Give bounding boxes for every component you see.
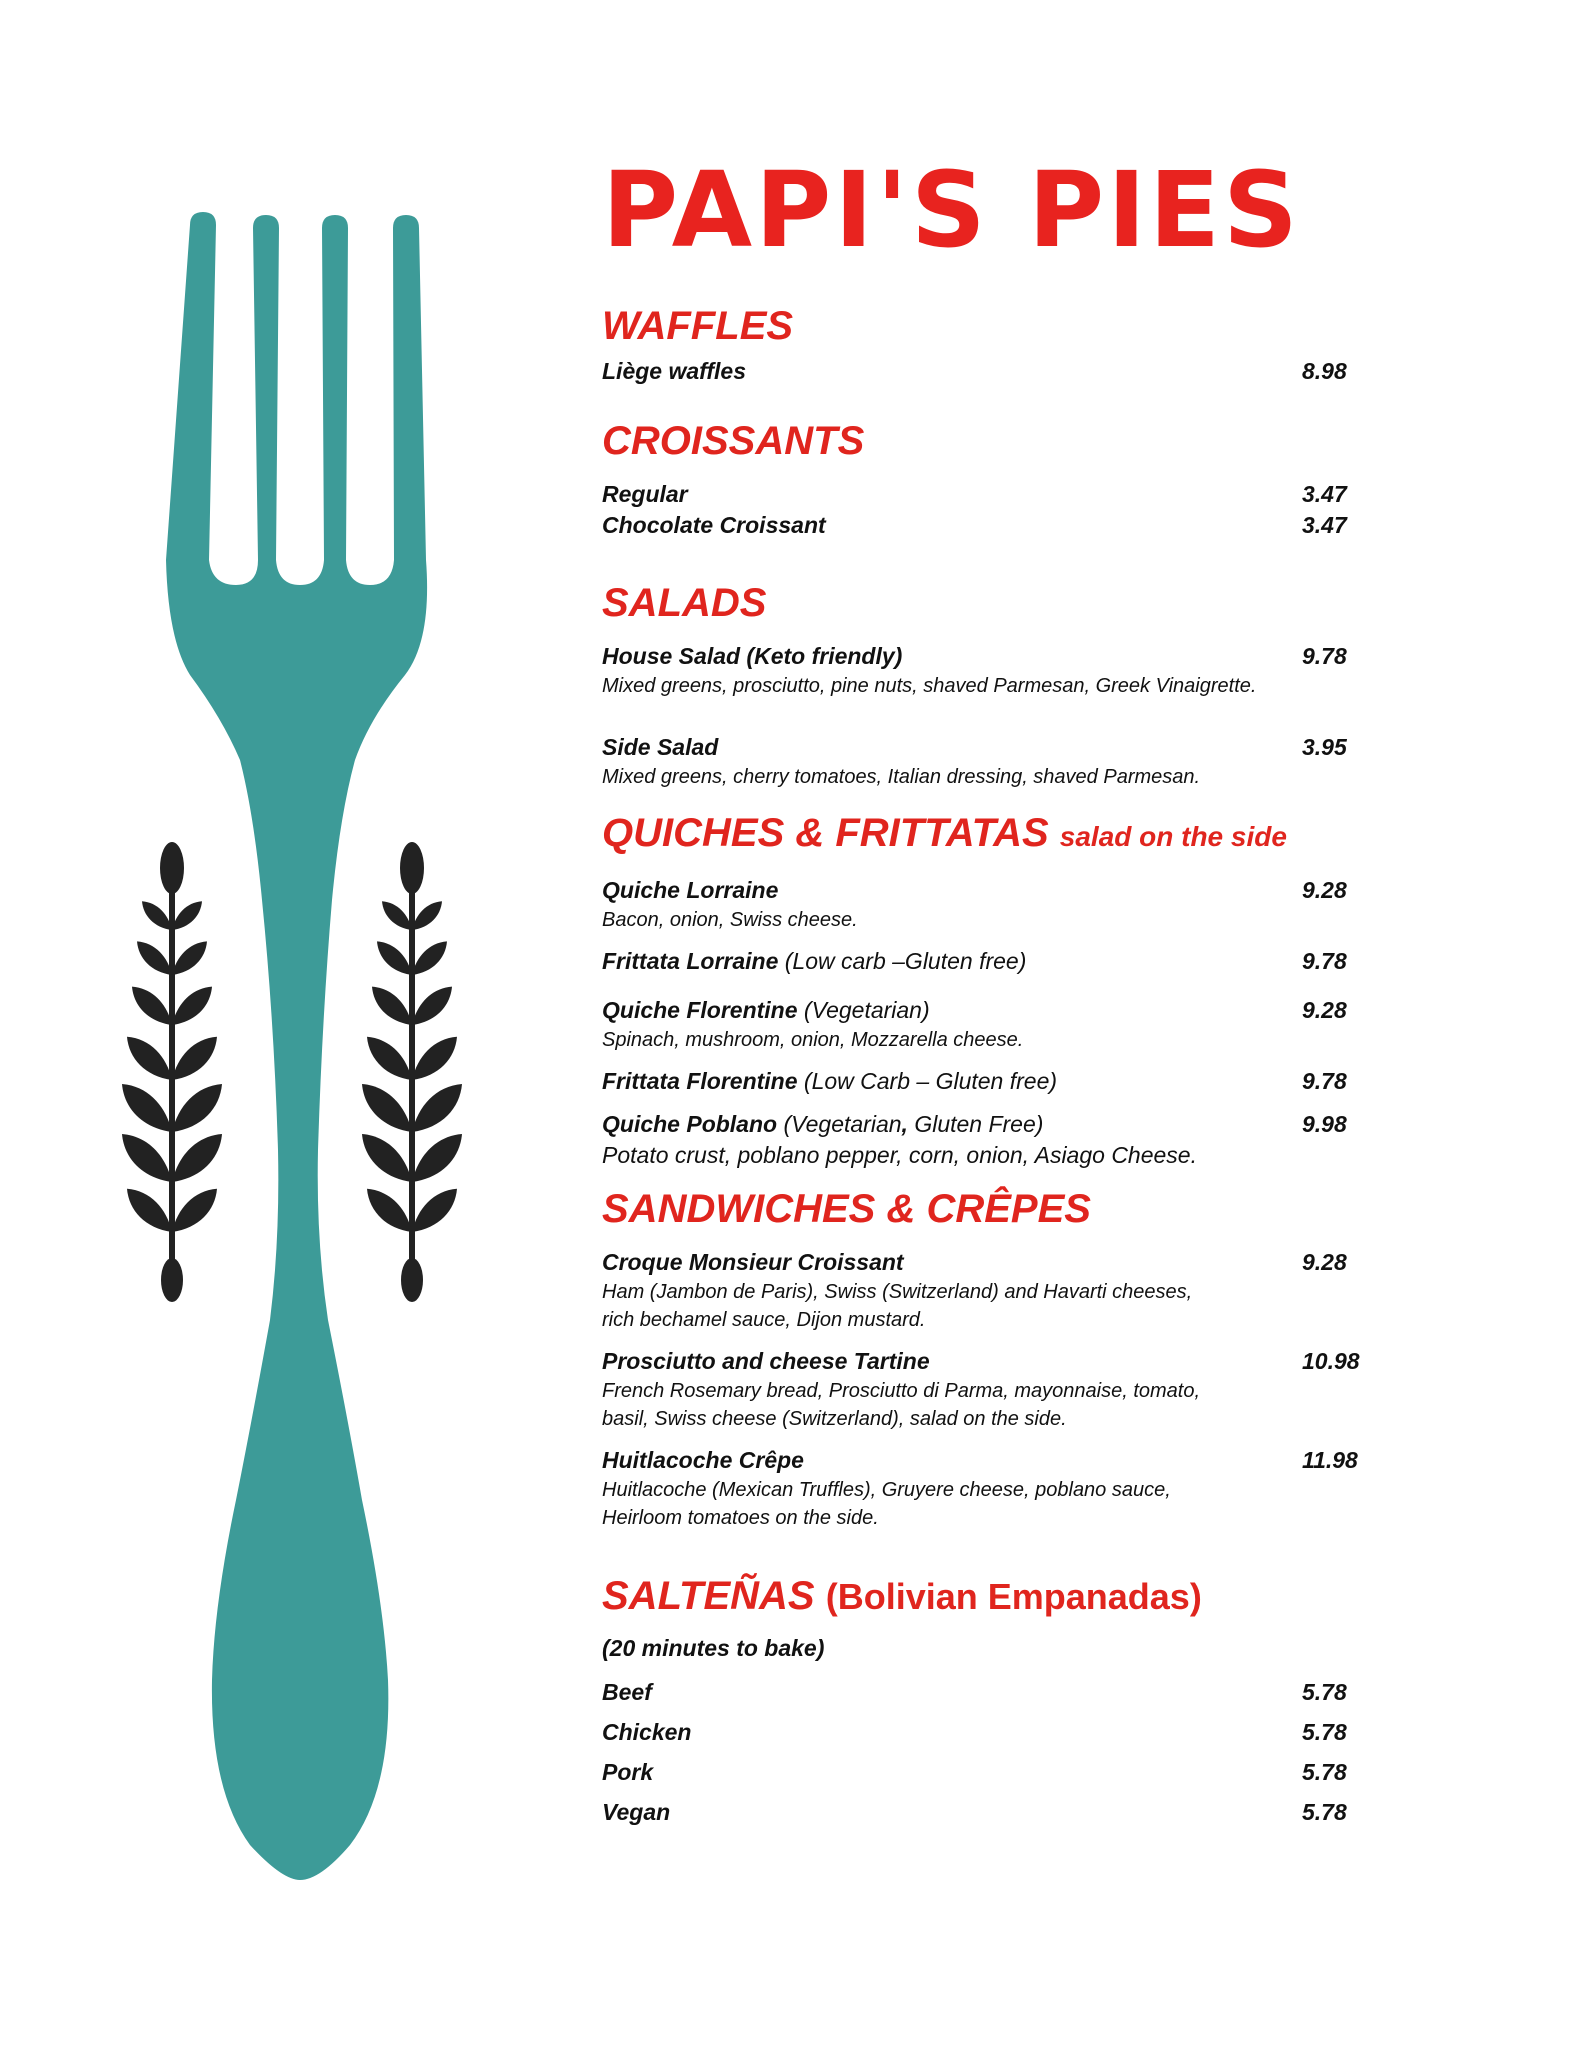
item-price: 3.95 xyxy=(1302,734,1347,760)
item-tags: (Vegetarian) xyxy=(803,997,930,1023)
item-tags: (Vegetarian xyxy=(783,1111,902,1137)
item-name: Side Salad xyxy=(602,734,719,760)
item-tags-separator: , xyxy=(901,1111,915,1137)
item-price: 3.47 xyxy=(1302,512,1347,538)
menu-item xyxy=(602,1712,1362,1752)
fork-illustration xyxy=(0,0,560,1900)
menu-content xyxy=(602,150,1362,1832)
item-description: basil, Swiss cheese (Switzerland), salad on the side. xyxy=(602,1408,1067,1430)
section-waffles xyxy=(602,302,1362,387)
menu-item xyxy=(602,479,1362,510)
item-name: Quiche Lorraine xyxy=(602,877,779,903)
item-price: 9.78 xyxy=(1302,948,1347,974)
section-title-text: QUICHES & FRITTATAS xyxy=(602,811,1049,855)
item-description: rich bechamel sauce, Dijon mustard. xyxy=(602,1309,926,1331)
menu-item xyxy=(602,1346,1362,1377)
item-price: 5.78 xyxy=(1302,1719,1347,1745)
bake-note xyxy=(602,1633,1362,1664)
menu-item xyxy=(602,732,1362,763)
section-subtitle: (Bolivian Empanadas) xyxy=(825,1576,1202,1617)
item-tags: (Low Carb – Gluten free) xyxy=(803,1068,1058,1094)
section-title: CROISSANTS xyxy=(602,419,865,463)
item-name: Vegan xyxy=(602,1799,671,1825)
item-name: Frittata Lorraine xyxy=(602,948,779,974)
section-title: SANDWICHES & CRÊPES xyxy=(602,1187,1091,1231)
item-name: Chocolate Croissant xyxy=(602,512,826,538)
item-description: Bacon, onion, Swiss cheese. xyxy=(602,909,858,931)
menu-item xyxy=(602,995,1362,1026)
item-description: Mixed greens, prosciutto, pine nuts, shaved Parmesan, Greek Vinaigrette. xyxy=(602,675,1257,697)
menu-item xyxy=(602,946,1362,977)
item-description: Ham (Jambon de Paris), Swiss (Switzerland) and Havarti cheeses, xyxy=(602,1281,1193,1303)
menu-item xyxy=(602,641,1362,672)
item-price: 9.78 xyxy=(1302,1068,1347,1094)
section-quiches xyxy=(602,809,1362,1171)
item-description: Mixed greens, cherry tomatoes, Italian dressing, shaved Parmesan. xyxy=(602,766,1201,788)
section-title-text: SALTEÑAS xyxy=(602,1574,815,1618)
item-price: 5.78 xyxy=(1302,1799,1347,1825)
section-title xyxy=(602,809,1362,861)
section-croissants xyxy=(602,417,1362,541)
section-sandwiches xyxy=(602,1185,1362,1532)
item-name: House Salad (Keto friendly) xyxy=(602,643,903,669)
item-price: 9.98 xyxy=(1302,1111,1347,1137)
item-name: Quiche Poblano xyxy=(602,1111,778,1137)
item-name: Chicken xyxy=(602,1719,692,1745)
menu-item xyxy=(602,1445,1362,1476)
menu-item xyxy=(602,1752,1362,1792)
item-name: Frittata Florentine xyxy=(602,1068,798,1094)
menu-item xyxy=(602,1109,1362,1140)
item-description: French Rosemary bread, Prosciutto di Parma, mayonnaise, tomato, xyxy=(602,1380,1201,1402)
menu-item xyxy=(602,510,1362,541)
item-price: 11.98 xyxy=(1302,1447,1358,1473)
item-price: 8.98 xyxy=(1302,358,1347,384)
item-price: 10.98 xyxy=(1302,1348,1360,1374)
section-title: WAFFLES xyxy=(602,304,794,348)
item-price: 9.28 xyxy=(1302,877,1347,903)
bake-note-text: (20 minutes to bake) xyxy=(602,1635,825,1661)
section-saltenas xyxy=(602,1572,1362,1832)
item-name: Liège waffles xyxy=(602,358,747,384)
menu-item xyxy=(602,1792,1362,1832)
menu-item xyxy=(602,875,1362,906)
item-name: Regular xyxy=(602,481,688,507)
item-description: Spinach, mushroom, onion, Mozzarella cheese. xyxy=(602,1029,1024,1051)
item-name: Huitlacoche Crêpe xyxy=(602,1447,804,1473)
item-name: Beef xyxy=(602,1679,652,1705)
item-tags: Gluten Free) xyxy=(914,1111,1044,1137)
item-price: 5.78 xyxy=(1302,1759,1347,1785)
item-name: Croque Monsieur Croissant xyxy=(602,1249,904,1275)
leaf-sprig-icon xyxy=(362,842,462,1302)
section-salads xyxy=(602,579,1362,791)
section-note: salad on the side xyxy=(1059,821,1287,852)
item-name: Quiche Florentine xyxy=(602,997,798,1023)
menu-item xyxy=(602,1066,1362,1097)
item-price: 9.28 xyxy=(1302,997,1347,1023)
item-price: 3.47 xyxy=(1302,481,1347,507)
item-price: 9.28 xyxy=(1302,1249,1347,1275)
item-price: 9.78 xyxy=(1302,643,1347,669)
item-description: Huitlacoche (Mexican Truffles), Gruyere cheese, poblano sauce, xyxy=(602,1479,1171,1501)
item-description: Potato crust, poblano pepper, corn, onion, Asiago Cheese. xyxy=(602,1142,1197,1168)
item-description: Heirloom tomatoes on the side. xyxy=(602,1507,879,1529)
item-tags: (Low carb –Gluten free) xyxy=(784,948,1027,974)
item-name: Pork xyxy=(602,1759,654,1785)
item-name: Prosciutto and cheese Tartine xyxy=(602,1348,930,1374)
section-title: SALADS xyxy=(602,581,767,625)
restaurant-title: PAPI'S PIES xyxy=(602,149,1301,271)
menu-item xyxy=(602,1247,1362,1278)
section-title xyxy=(602,1572,1362,1621)
leaf-sprig-icon xyxy=(122,842,222,1302)
menu-item xyxy=(602,356,1362,387)
item-price: 5.78 xyxy=(1302,1679,1347,1705)
menu-item xyxy=(602,1672,1362,1712)
